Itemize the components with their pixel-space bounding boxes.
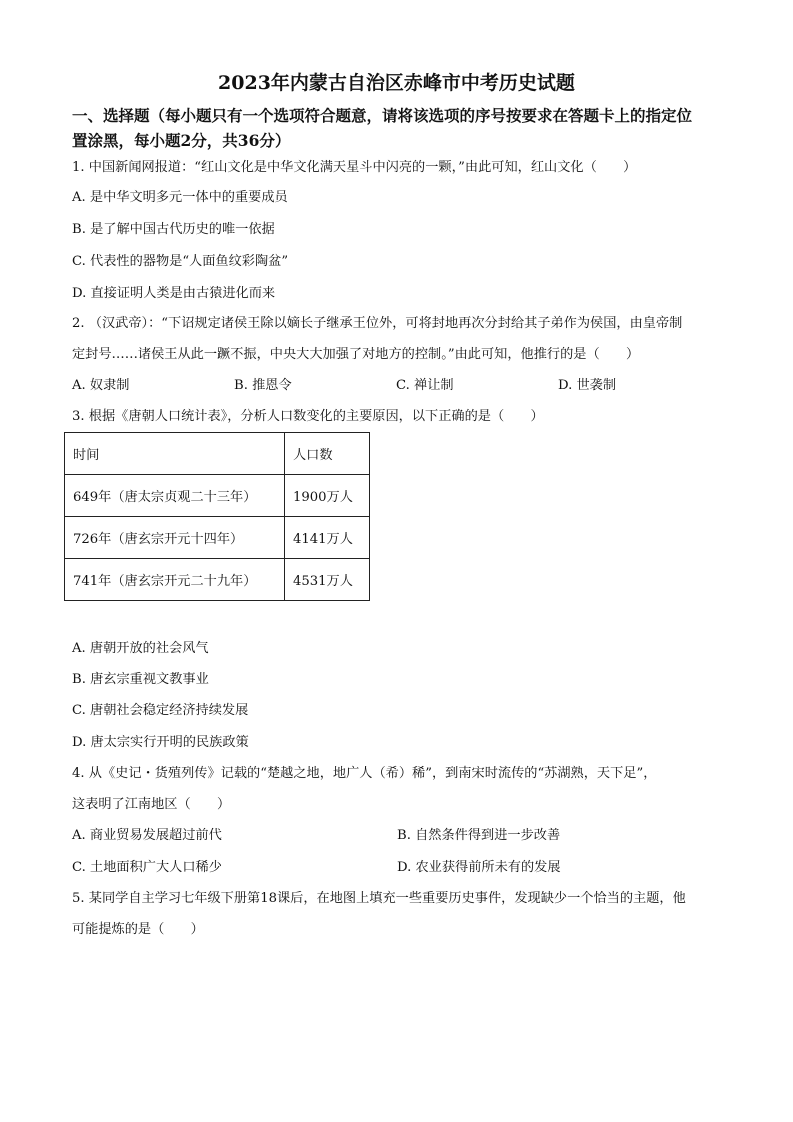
q3-option-c: C. 唐朝社会稳定经济持续发展 [72, 703, 249, 718]
q4-stem-line1: 4. 从《史记・货殖列传》记载的“楚越之地，地广人（希）稀”，到南宋时流传的“苏湖熟，天下足”， [72, 766, 657, 781]
table-header-population: 人口数 [285, 433, 370, 475]
table-header-row [65, 433, 370, 475]
q4-option-b: B. 自然条件得到进一步改善 [397, 828, 561, 843]
q4-option-c: C. 土地面积广大人口稀少 [72, 860, 222, 875]
exam-title: 2023年内蒙古自治区赤峰市中考历史试题 [218, 72, 575, 94]
q2-stem-line1: 2. （汉武帝）：“下诏规定诸侯王除以嫡长子继承王位外，可将封地再次分封给其子弟作为侯国，由皇帝制 [72, 316, 683, 331]
section-heading-line1: 一、选择题（每小题只有一个选项符合题意，请将该选项的序号按要求在答题卡上的指定位 [72, 106, 693, 125]
q2-stem-line2: 定封号……诸侯王从此一蹶不振，中央大大加强了对地方的控制。”由此可知，他推行的是（ ） [72, 347, 640, 362]
table-cell-population: 4141万人 [285, 517, 370, 559]
q4-stem-line2: 这表明了江南地区（ ） [72, 797, 231, 812]
q1-option-b: B. 是了解中国古代历史的唯一依据 [72, 222, 275, 237]
table-row [65, 517, 370, 559]
q2-option-d: D. 世袭制 [558, 378, 617, 393]
q1-option-a: A. 是中华文明多元一体中的重要成员 [72, 190, 288, 205]
table-cell-time: 649年（唐太宗贞观二十三年） [65, 475, 285, 517]
q4-option-d: D. 农业获得前所未有的发展 [397, 860, 561, 875]
table-row [65, 559, 370, 601]
q5-stem-line2: 可能提炼的是（ ） [72, 922, 204, 937]
population-table [64, 432, 370, 601]
q2-option-a: A. 奴隶制 [72, 378, 130, 393]
q1-stem: 1. 中国新闻网报道：“红山文化是中华文化满天星斗中闪亮的一颗，”由此可知，红山文化（ ） [72, 160, 637, 175]
table-cell-time: 741年（唐玄宗开元二十九年） [65, 559, 285, 601]
q3-option-d: D. 唐太宗实行开明的民族政策 [72, 735, 249, 750]
q5-stem-line1: 5. 某同学自主学习七年级下册第18课后，在地图上填充一些重要历史事件，发现缺少一个恰当的主题，他 [72, 891, 686, 906]
q1-option-d: D. 直接证明人类是由古猿进化而来 [72, 286, 276, 301]
table-cell-population: 1900万人 [285, 475, 370, 517]
q3-stem: 3. 根据《唐朝人口统计表》，分析人口数变化的主要原因，以下正确的是（ ） [72, 409, 544, 424]
table-cell-population: 4531万人 [285, 559, 370, 601]
section-heading-line2: 置涂黑，每小题2分，共36分） [72, 131, 291, 150]
q3-option-b: B. 唐玄宗重视文教事业 [72, 672, 209, 687]
q2-option-c: C. 禅让制 [396, 378, 454, 393]
q4-option-a: A. 商业贸易发展超过前代 [72, 828, 222, 843]
table-header-time: 时间 [65, 433, 285, 475]
q3-option-a: A. 唐朝开放的社会风气 [72, 641, 209, 656]
table-cell-time: 726年（唐玄宗开元十四年） [65, 517, 285, 559]
table-row [65, 475, 370, 517]
q2-option-b: B. 推恩令 [234, 378, 292, 393]
q1-option-c: C. 代表性的器物是“人面鱼纹彩陶盆” [72, 254, 289, 269]
